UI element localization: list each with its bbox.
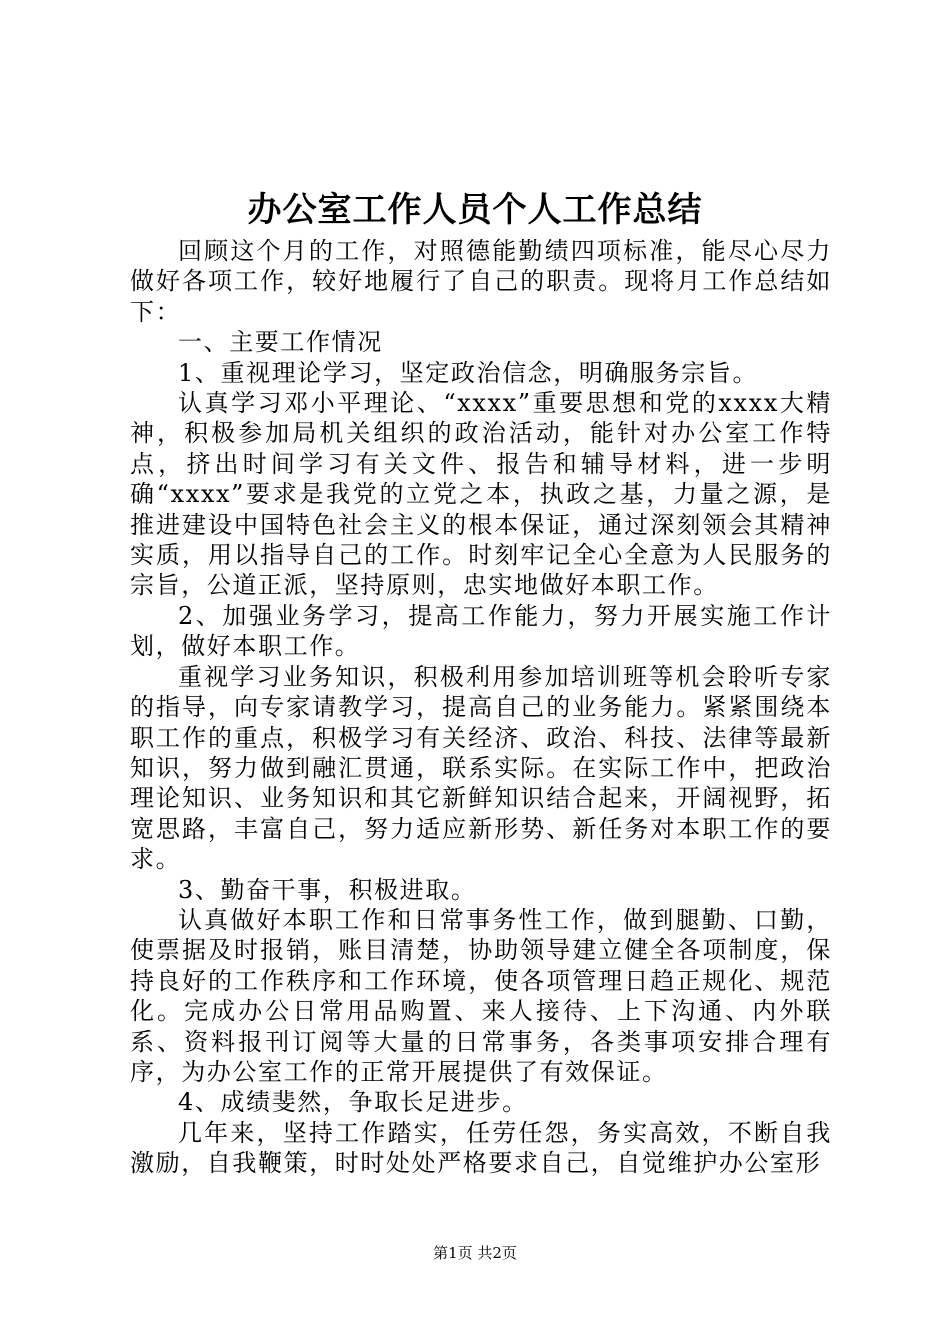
item-heading-3: 3、勤奋干事，积极进取。 xyxy=(178,875,477,904)
document-title: 办公室工作人员个人工作总结 xyxy=(247,190,703,230)
item-heading-1: 1、重视理论学习，坚定政治信念，明确服务宗旨。 xyxy=(178,358,759,387)
item-heading-4: 4、成绩斐然，争取长足进步。 xyxy=(178,1088,528,1117)
item-heading-2: 2、加强业务学习，提高工作能力，努力开展实施工作计划，做好本职工作。 xyxy=(130,601,832,661)
body-paragraph-3: 认真做好本职工作和日常事务性工作，做到腿勤、口勤，使票据及时报销，账目清楚，协助领导建立健全各项制度，保持良好的工作秩序和工作环境，使各项管理日趋正规化、规范化。完成办公日常用品购置、来人接待、上下沟通、内外联系、资料报刊订阅等大量的日常事务，各类事项安排合理有序，为办公室工作的正常开展提供了有效保证。 xyxy=(130,905,832,1086)
body-paragraph-4: 几年来，坚持工作踏实，任劳任怨，务实高效，不断自我激励，自我鞭策，时时处处严格要求自己，自觉维护办公室形 xyxy=(130,1118,832,1178)
section-heading: 一、主要工作情况 xyxy=(178,328,383,357)
body-paragraph-2: 重视学习业务知识，积极利用参加培训班等机会聆听专家的指导，向专家请教学习，提高自己的业务能力。紧紧围绕本职工作的重点，积极学习有关经济、政治、科技、法律等最新知识，努力做到融汇贯通，联系实际。在实际工作中，把政治理论知识、业务知识和其它新鲜知识结合起来，开阔视野，拓宽思路，丰富自己，努力适应新形势、新任务对本职工作的要求。 xyxy=(130,662,832,874)
intro-paragraph: 回顾这个月的工作，对照德能勤绩四项标准，能尽心尽力做好各项工作，较好地履行了自己的职责。现将月工作总结如下： xyxy=(130,237,832,326)
body-paragraph-1: 认真学习邓小平理论、“xxxx”重要思想和党的xxxx大精神，积极参加局机关组织的政治活动，能针对办公室工作特点，挤出时间学习有关文件、报告和辅导材料，进一步明确“xxxx”要求是我党的立党之本，执政之基，力量之源，是推进建设中国特色社会主义的根本保证，通过深刻领会其精神实质，用以指导自己的工作。时刻牢记全心全意为人民服务的宗旨，公道正派，坚持原则，忠实地做好本职工作。 xyxy=(130,389,832,600)
document-body xyxy=(130,236,832,1179)
page-number-footer: 第1页 共2页 xyxy=(433,1244,517,1262)
